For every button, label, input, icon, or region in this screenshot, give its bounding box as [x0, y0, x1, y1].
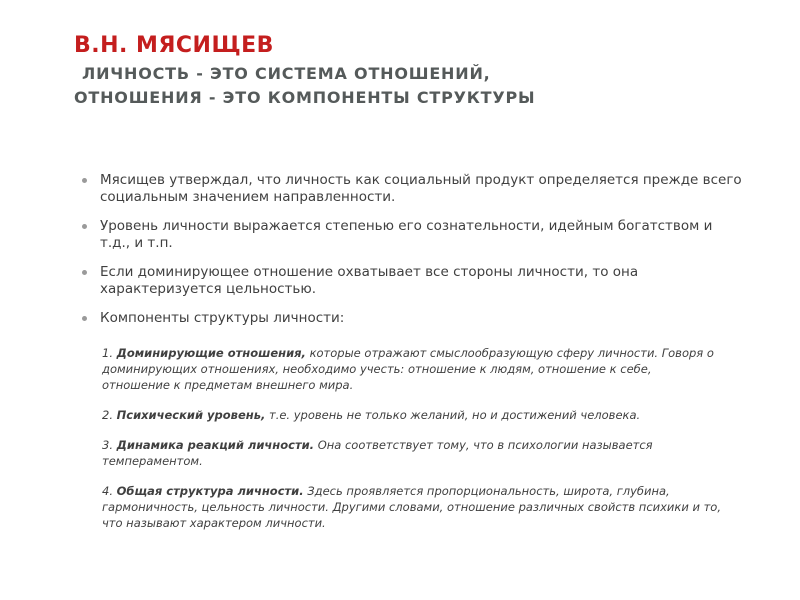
bullet-item [82, 264, 742, 298]
component-term: Доминирующие отношения, [116, 346, 306, 360]
component-item-1 [102, 345, 722, 393]
component-number: 4. [102, 484, 113, 498]
component-text: т.е. уровень не только желаний, но и достижений человека. [265, 408, 641, 422]
component-text: Она соответствует тому, что в психологии называется темпераментом. [102, 438, 653, 468]
bullet-dot-icon [82, 270, 87, 275]
slide-content [82, 172, 742, 545]
subtitle-line-2: ОТНОШЕНИЯ - ЭТО КОМПОНЕНТЫ СТРУКТУРЫ [74, 88, 536, 107]
subtitle-line-1: ЛИЧНОСТЬ - ЭТО СИСТЕМА ОТНОШЕНИЙ, [82, 64, 491, 83]
slide-title [74, 32, 754, 110]
component-number: 1. [102, 346, 113, 360]
component-item-4 [102, 483, 722, 531]
component-item-2 [102, 407, 722, 423]
bullet-text: Компоненты структуры личности: [100, 310, 345, 326]
bullet-text: Если доминирующее отношение охватывает все стороны личности, то она характеризуется цельностью. [100, 264, 639, 297]
title-subtitle [74, 62, 754, 110]
bullet-dot-icon [82, 178, 87, 183]
component-term: Психический уровень, [116, 408, 266, 422]
bullet-dot-icon [82, 316, 87, 321]
component-term: Общая структура личности. [116, 484, 304, 498]
component-term: Динамика реакций личности. [116, 438, 315, 452]
bullet-item [82, 218, 742, 252]
component-number: 2. [102, 408, 113, 422]
bullet-text: Уровень личности выражается степенью его сознательности, идейным богатством и т.д., и т.п. [100, 218, 713, 251]
component-text: которые отражают смыслообразующую сферу личности. Говоря о доминирующих отношениях, необходимо учесть: отношение к людям, отношение к себе, отношение к предметам внешнего мира. [102, 346, 714, 392]
bullet-item [82, 172, 742, 206]
component-number: 3. [102, 438, 113, 452]
bullet-text: Мясищев утверждал, что личность как социальный продукт определяется прежде всего социальным значением направленности. [100, 172, 742, 205]
title-author: В.Н. МЯСИЩЕВ [74, 33, 274, 58]
component-item-3 [102, 437, 722, 469]
bullet-item [82, 310, 742, 327]
component-text: Здесь проявляется пропорциональность, широта, глубина, гармоничность, цельность личности. Другими словами, отношение различных свойств психики и то, что называют характером личности. [102, 484, 721, 530]
bullet-dot-icon [82, 224, 87, 229]
